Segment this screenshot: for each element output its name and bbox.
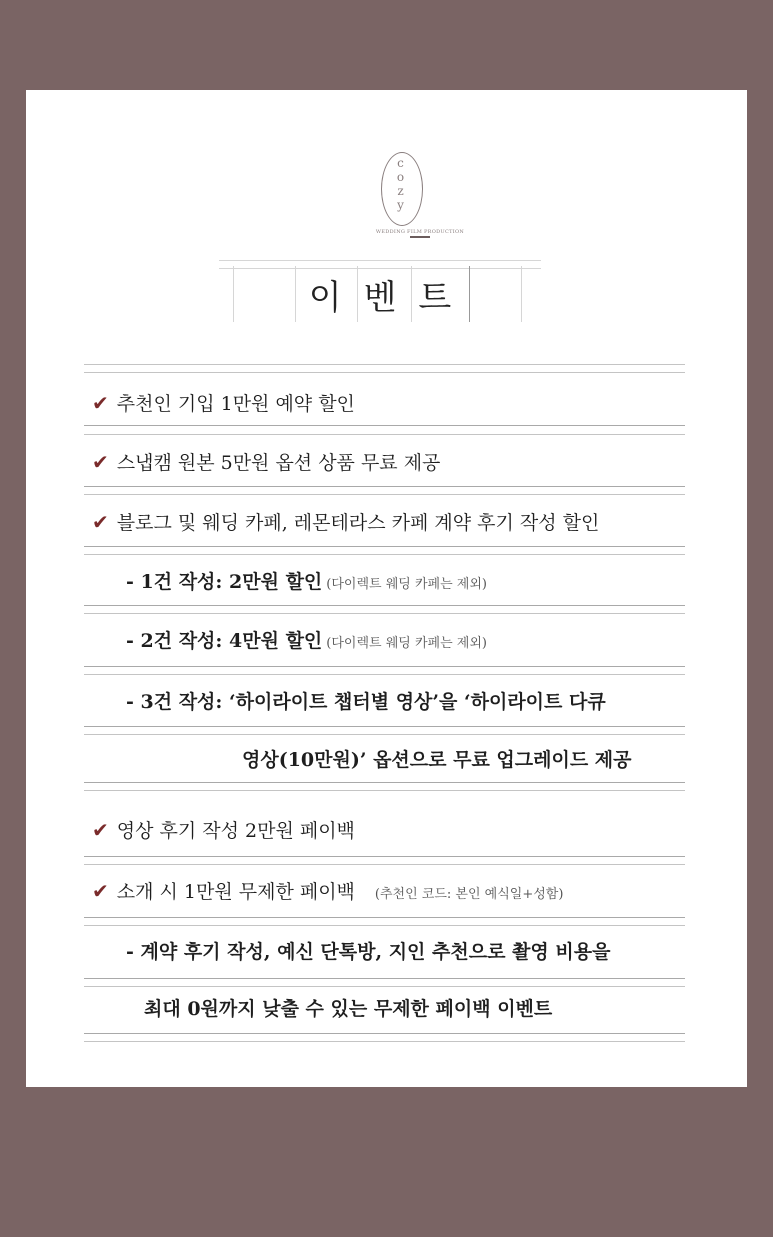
logo-letter: o [396,170,406,184]
divider [84,666,685,667]
event-sub-item-text: 영상(10만원)’ 옵션으로 무료 업그레이드 제공 [242,749,632,771]
divider [84,734,685,735]
divider [84,917,685,918]
divider [84,782,685,783]
cozy-logo [364,152,476,242]
event-sub-item [242,748,632,772]
logo-subtitle: WEDDING FILM PRODUCTION [375,229,465,235]
title-box [219,260,541,322]
divider [84,434,685,435]
divider [84,864,685,865]
event-item-text: 추천인 기입 1만원 예약 할인 [116,393,355,415]
event-sub-item-text: - 2건 작성: 4만원 할인 [126,630,323,652]
logo-letter: c [397,156,405,170]
event-item-text: 영상 후기 작성 2만원 페이백 [116,820,355,842]
event-sub-item [126,629,487,656]
check-icon: ✔ [92,879,109,903]
divider [84,986,685,987]
event-sub-item [126,690,606,714]
divider [84,978,685,979]
divider [84,486,685,487]
check-icon: ✔ [92,510,109,534]
event-item [92,818,355,843]
event-sub-item [144,997,552,1021]
divider [84,554,685,555]
check-icon: ✔ [92,450,109,474]
divider [84,856,685,857]
divider [84,364,685,365]
check-icon: ✔ [92,391,109,415]
event-sub-item-text: - 3건 작성: ‘하이라이트 챕터별 영상’을 ‘하이라이트 다큐 [126,691,606,713]
event-item [92,450,440,475]
divider [84,494,685,495]
page-title: 이벤트 [308,278,474,318]
logo-letter: z [397,184,405,198]
event-sub-item-text: - 계약 후기 작성, 예신 단톡방, 지인 추천으로 촬영 비용을 [126,941,611,963]
event-sub-item-text: 최대 0원까지 낮출 수 있는 무제한 페이백 이벤트 [144,998,553,1020]
event-item [92,510,599,535]
event-note: (다이렉트 웨딩 카페는 제외) [326,636,487,651]
logo-letter: y [397,198,405,212]
divider [219,268,541,269]
logo-bar [410,236,430,238]
divider [84,605,685,606]
check-icon: ✔ [92,818,109,842]
event-sub-item-text: - 1건 작성: 2만원 할인 [126,571,323,593]
divider [84,674,685,675]
logo-word [386,156,416,220]
divider [84,790,685,791]
divider [84,546,685,547]
event-item [92,391,355,416]
event-note: (다이렉트 웨딩 카페는 제외) [326,577,487,592]
event-sub-item [126,940,610,964]
divider [84,425,685,426]
event-item-text: 블로그 및 웨딩 카페, 레몬테라스 카페 계약 후기 작성 할인 [116,512,600,534]
divider [84,925,685,926]
event-item [92,879,563,907]
divider [219,260,541,261]
event-sub-item [126,570,487,597]
event-item-text: 소개 시 1만원 무제한 페이백 [116,881,355,903]
divider [84,726,685,727]
event-item-text: 스냅캠 원본 5만원 옵션 상품 무료 제공 [116,452,441,474]
event-card [26,90,747,1087]
divider [84,372,685,373]
divider [84,1041,685,1042]
event-note: (추천인 코드: 본인 예식일+성함) [374,887,564,902]
divider [84,1033,685,1034]
divider [84,613,685,614]
